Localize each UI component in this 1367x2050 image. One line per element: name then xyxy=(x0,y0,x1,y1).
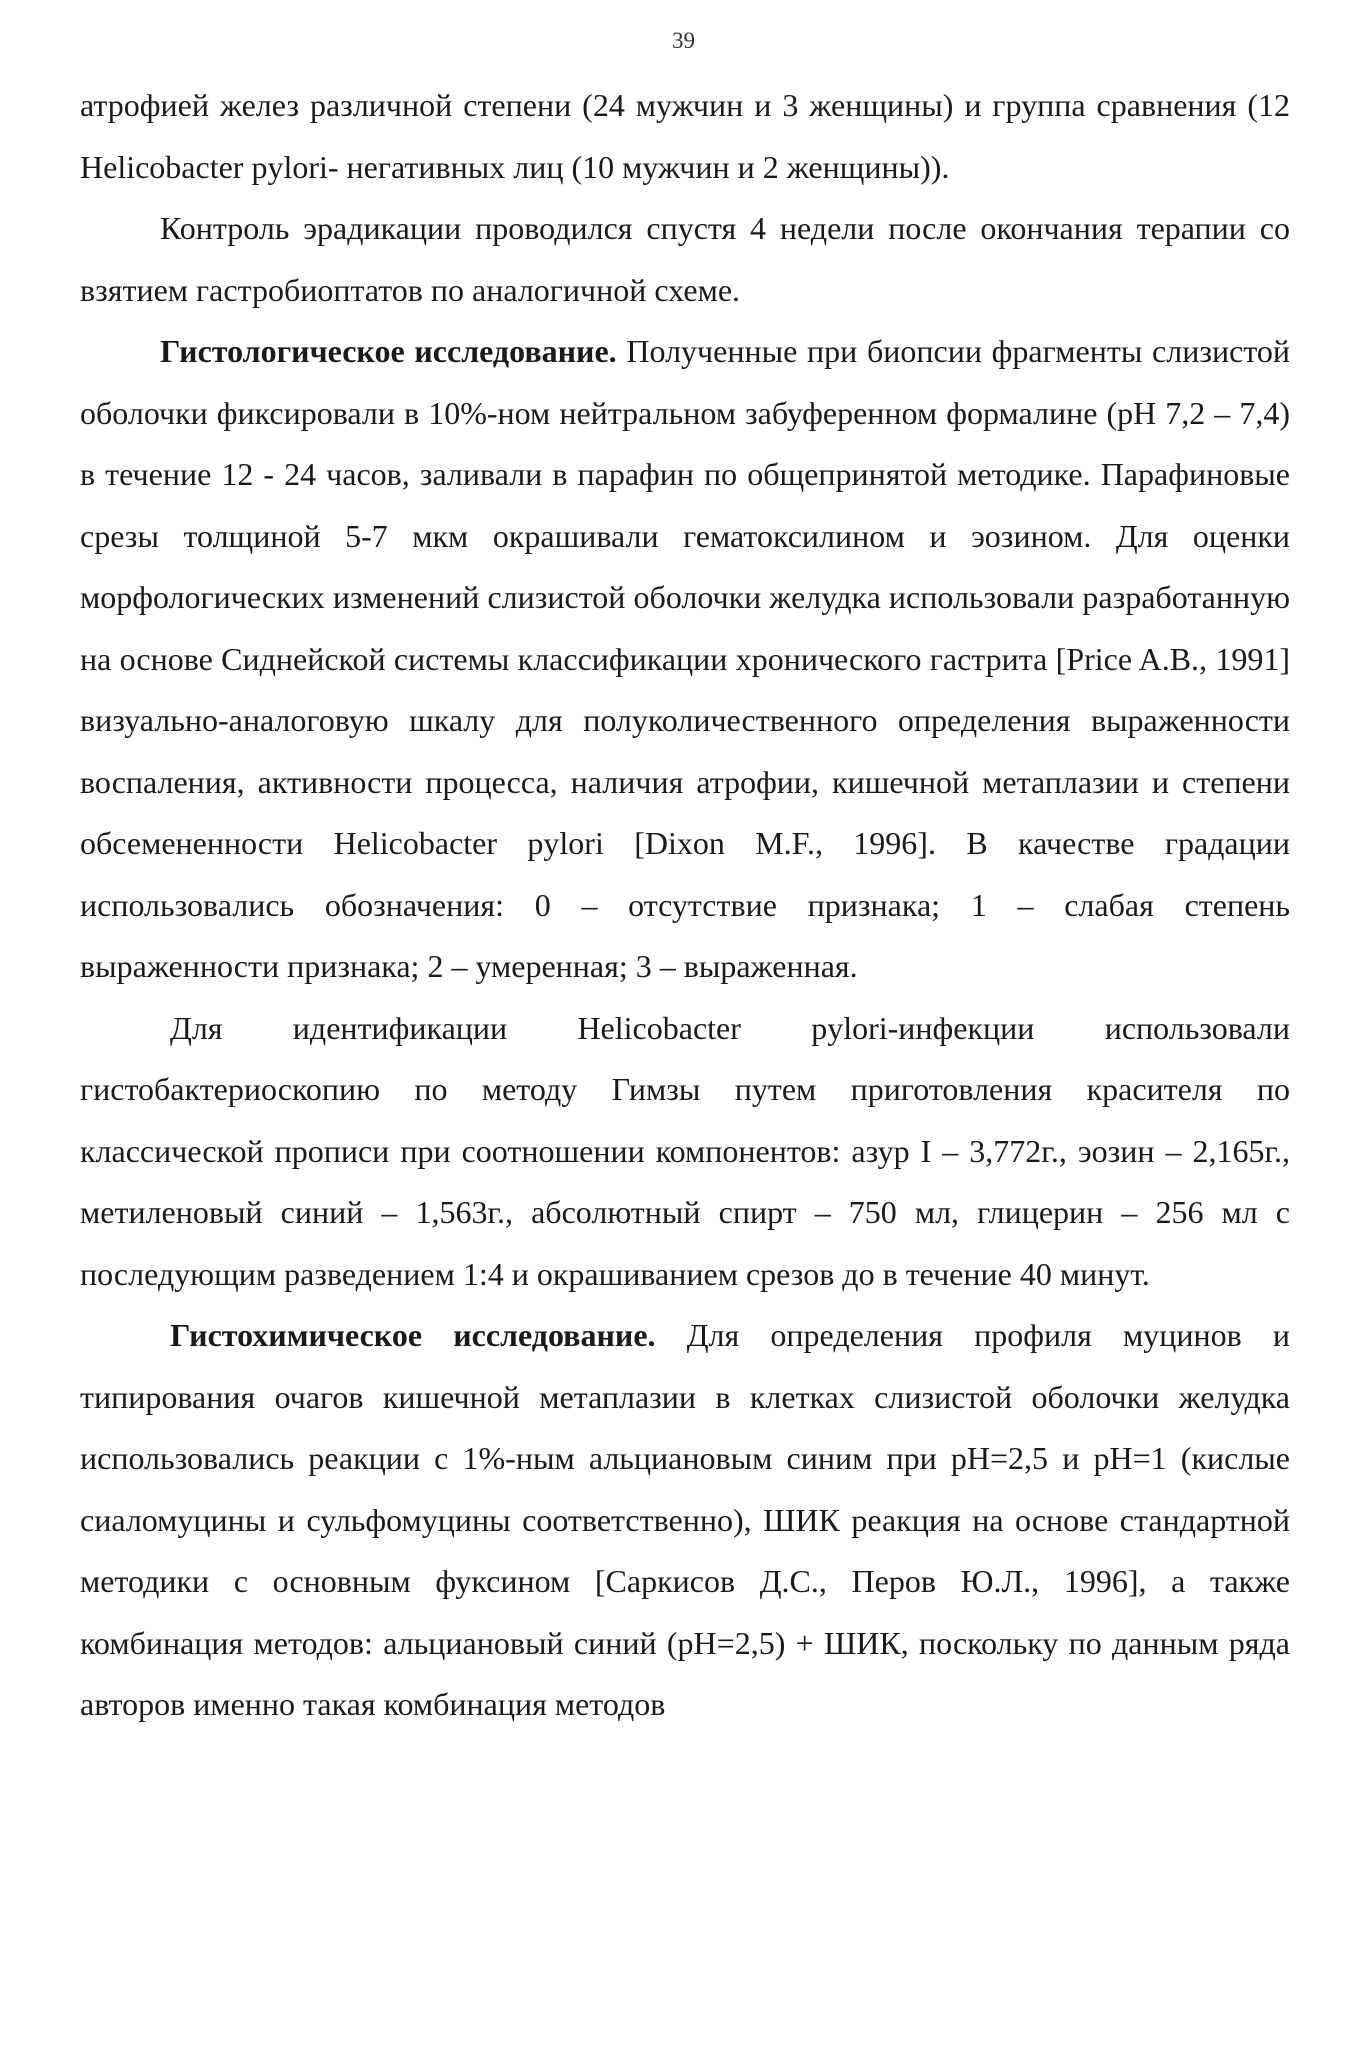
page-number: 39 xyxy=(672,28,695,53)
paragraph-eradication-control: Контроль эрадикации проводился спустя 4 недели после окончания терапии со взятием гастробиоптатов по аналогичной схеме. xyxy=(80,210,1290,308)
paragraph-group-composition: атрофией желез различной степени (24 мужчин и 3 женщины) и группа сравнения (12 Helicobacter pylori- негативных лиц (10 мужчин и 2 женщины)). xyxy=(80,87,1290,185)
paragraph-histochemistry-text: Для определения профиля муцинов и типирования очагов кишечной метаплазии в клетках слизистой оболочки желудка использовались реакции с 1%-ным альциановым синим при рН=2,5 и рН=1 (кислые сиаломуцины и сульфомуцины соответственно), ШИК реакция на основе стандартной методики с основным фуксином [Саркисов Д.С., Перов Ю.Л., 1996], а также комбинация методов: альциановый синий (рН=2,5) + ШИК, поскольку по данным ряда авторов именно такая комбинация методов xyxy=(80,1317,1291,1722)
paragraph-histochemistry xyxy=(80,1305,1290,1736)
heading-histochemistry: Гистохимическое исследование. xyxy=(170,1317,656,1353)
paragraph-histology-text: Полученные при биопсии фрагменты слизистой оболочки фиксировали в 10%-ном нейтральном забуференном формалине (рН 7,2 – 7,4) в течение 12 - 24 часов, заливали в парафин по общепринятой методике. Парафиновые срезы толщиной 5-7 мкм окрашивали гематоксилином и эозином. Для оценки морфологических изменений слизистой оболочки желудка использовали разработанную на основе Сиднейской системы классификации хронического гастрита [Price A.B., 1991] визуально-аналоговую шкалу для полуколичественного определения выраженности воспаления, активности процесса, наличия атрофии, кишечной метаплазии и степени обсемененности Helicobacter pylori [Dixon M.F., 1996]. В качестве градации использовались обозначения: 0 – отсутствие признака; 1 – слабая степень выраженности признака; 2 – умеренная; 3 – выраженная. xyxy=(80,333,1291,984)
paragraph-histology xyxy=(80,321,1290,998)
page-body xyxy=(80,75,1290,1736)
heading-histology: Гистологическое исследование. xyxy=(160,333,617,369)
paragraph-helicobacter-identification: Для идентификации Helicobacter pylori-инфекции использовали гистобактериоскопию по методу Гимзы путем приготовления красителя по классической прописи при соотношении компонентов: азур I – 3,772г., эозин – 2,165г., метиленовый синий – 1,563г., абсолютный спирт – 750 мл, глицерин – 256 мл с последующим разведением 1:4 и окрашиванием срезов до в течение 40 минут. xyxy=(80,1009,1290,1292)
